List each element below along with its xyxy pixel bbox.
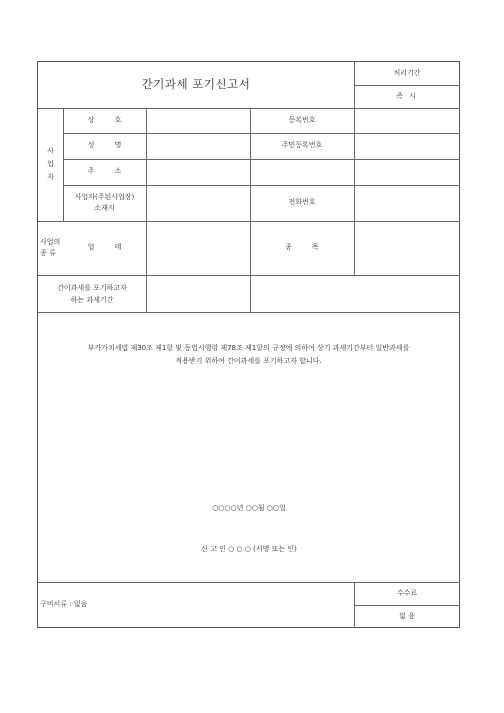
registration-number-field[interactable] (354, 108, 460, 133)
resident-number-field[interactable] (354, 133, 460, 159)
declaration-statement: 부가가치세법 제30조 제1항 및 동법시행령 제78조 제1항의 규정에 의하여 상기 과세기간부터 일반과세를 적용받기 위하여 간이과세를 포기하고자 합니다. (87, 344, 410, 365)
applicant-group-label: 사 업 자 (47, 147, 54, 181)
tax-period-label: 간이과세를 포기하고자 하는 과세기간 (57, 283, 127, 304)
business-location-field[interactable] (146, 185, 250, 221)
tax-period-field[interactable] (146, 275, 250, 312)
business-location-label: 사업자(주된사업장) 소재지 (74, 193, 135, 212)
signer-line: 신 고 인 ○ ○ ○ (서명 또는 인) (201, 545, 297, 554)
processing-period-label: 처리기간 (393, 68, 421, 77)
trade-name-label: 상 호 (87, 115, 122, 124)
address-label: 주 소 (87, 167, 122, 176)
fee-value: 없 음 (399, 611, 415, 620)
name-label: 성 명 (87, 141, 122, 150)
registration-number-label: 등록번호 (288, 115, 316, 124)
phone-label: 전화번호 (288, 198, 316, 207)
trade-name-field[interactable] (146, 108, 250, 133)
industry-field[interactable] (146, 221, 250, 275)
resident-number-label: 주민등록번호 (281, 141, 323, 150)
item-field[interactable] (354, 221, 460, 275)
tax-form (37, 61, 460, 628)
name-field[interactable] (146, 133, 250, 159)
address-field[interactable] (146, 159, 460, 185)
form-title: 간기과세 포기신고서 (141, 77, 251, 92)
business-type-label: 사업의 종 류 (40, 238, 61, 257)
required-documents: 구비서류 : 없음 (40, 600, 88, 609)
item-label: 종 목 (285, 243, 319, 252)
divider (38, 312, 460, 313)
processing-period-value: 즉 시 (396, 91, 418, 100)
report-date: ○○○○년 ○○월 ○○일 (212, 504, 286, 513)
phone-field[interactable] (354, 185, 460, 221)
fee-label: 수수료 (396, 588, 418, 597)
industry-label: 업 태 (87, 243, 122, 252)
